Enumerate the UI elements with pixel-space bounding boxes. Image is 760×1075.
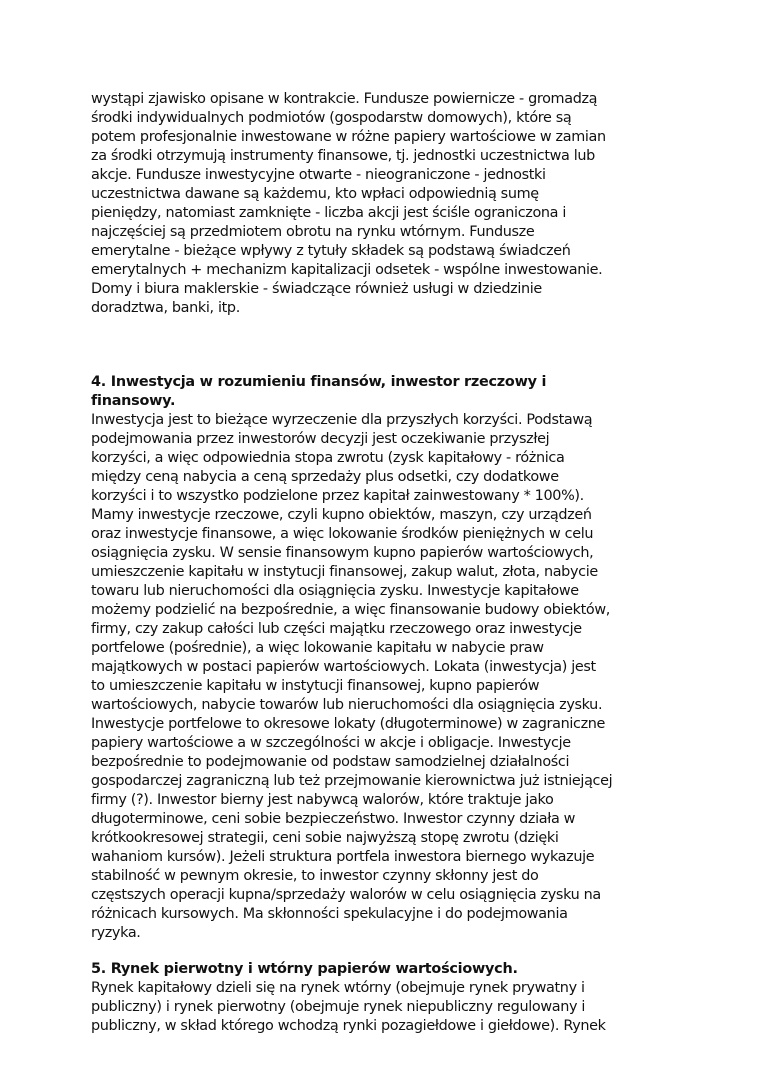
text-line: krótkookresowej strategii, ceni sobie najwyższą stopę zwrotu (dzięki bbox=[91, 830, 559, 846]
text-line: Domy i biura maklerskie - świadczące również usługi w dziedzinie bbox=[91, 281, 542, 297]
text-line: umieszczenie kapitału w instytucji finansowej, zakup walut, złota, nabycie bbox=[91, 564, 598, 580]
text-line: wartościowych, nabycie towarów lub nieruchomości dla osiągnięcia zysku. bbox=[91, 697, 603, 713]
section-4-heading bbox=[91, 373, 671, 411]
text-line: środki indywidualnych podmiotów (gospodarstw domowych), które są bbox=[91, 110, 572, 126]
heading-line: 5. Rynek pierwotny i wtórny papierów wartościowych. bbox=[91, 961, 518, 977]
text-line: majątkowych w postaci papierów wartościowych. Lokata (inwestycja) jest bbox=[91, 659, 596, 675]
text-line: Mamy inwestycje rzeczowe, czyli kupno obiektów, maszyn, czy urządzeń bbox=[91, 507, 592, 523]
text-line: korzyści i to wszystko podzielone przez kapitał zainwestowany * 100%). bbox=[91, 488, 584, 504]
section-5-body bbox=[91, 979, 671, 1036]
text-line: długoterminowe, ceni sobie bezpieczeństwo. Inwestor czynny działa w bbox=[91, 811, 576, 827]
text-line: wystąpi zjawisko opisane w kontrakcie. Fundusze powiernicze - gromadzą bbox=[91, 91, 598, 107]
text-line: różnicach kursowych. Ma skłonności spekulacyjne i do podejmowania bbox=[91, 906, 568, 922]
text-line: Rynek kapitałowy dzieli się na rynek wtórny (obejmuje rynek prywatny i bbox=[91, 980, 585, 996]
text-line: oraz inwestycje finansowe, a więc lokowanie środków pieniężnych w celu bbox=[91, 526, 594, 542]
text-line: częstszych operacji kupna/sprzedaży walorów w celu osiągnięcia zysku na bbox=[91, 887, 601, 903]
document-page bbox=[91, 90, 671, 1036]
text-line: to umieszczenie kapitału w instytucji finansowej, kupno papierów bbox=[91, 678, 540, 694]
text-line: gospodarczej zagraniczną lub też przejmowanie kierownictwa już istniejącej bbox=[91, 773, 613, 789]
intro-paragraph bbox=[91, 90, 671, 318]
text-line: Inwestycje portfelowe to okresowe lokaty (długoterminowe) w zagraniczne bbox=[91, 716, 606, 732]
text-line: firmy (?). Inwestor bierny jest nabywcą walorów, które traktuje jako bbox=[91, 792, 554, 808]
text-line: publiczny, w skład którego wchodzą rynki pozagiełdowe i giełdowe). Rynek bbox=[91, 1018, 606, 1034]
text-line: Inwestycja jest to bieżące wyrzeczenie dla przyszłych korzyści. Podstawą bbox=[91, 412, 593, 428]
text-line: najczęściej są przedmiotem obrotu na rynku wtórnym. Fundusze bbox=[91, 224, 535, 240]
text-line: uczestnictwa dawane są każdemu, kto wpłaci odpowiednią sumę bbox=[91, 186, 539, 202]
text-line: bezpośrednie to podejmowanie od podstaw samodzielnej działalności bbox=[91, 754, 570, 770]
text-line: papiery wartościowe a w szczególności w akcje i obligacje. Inwestycje bbox=[91, 735, 571, 751]
text-line: potem profesjonalnie inwestowane w różne papiery wartościowe w zamian bbox=[91, 129, 606, 145]
text-line: wahaniom kursów). Jeżeli struktura portfela inwestora biernego wykazuje bbox=[91, 849, 595, 865]
text-line: emerytalnych + mechanizm kapitalizacji odsetek - wspólne inwestowanie. bbox=[91, 262, 603, 278]
text-line: towaru lub nieruchomości dla osiągnięcia zysku. Inwestycje kapitałowe bbox=[91, 583, 579, 599]
text-line: za środki otrzymują instrumenty finansowe, tj. jednostki uczestnictwa lub bbox=[91, 148, 595, 164]
text-line: portfelowe (pośrednie), a więc lokowanie kapitału w nabycie praw bbox=[91, 640, 544, 656]
section-5-heading bbox=[91, 960, 671, 979]
text-line: emerytalne - bieżące wpływy z tytuły składek są podstawą świadczeń bbox=[91, 243, 571, 259]
text-line: doradztwa, banki, itp. bbox=[91, 300, 240, 316]
text-line: korzyści, a więc odpowiednia stopa zwrotu (zysk kapitałowy - różnica bbox=[91, 450, 565, 466]
section-4-body bbox=[91, 411, 671, 943]
heading-line: finansowy. bbox=[91, 393, 176, 409]
text-line: między ceną nabycia a ceną sprzedaży plus odsetki, czy dodatkowe bbox=[91, 469, 559, 485]
text-line: firmy, czy zakup całości lub części majątku rzeczowego oraz inwestycje bbox=[91, 621, 582, 637]
text-line: akcje. Fundusze inwestycyjne otwarte - nieograniczone - jednostki bbox=[91, 167, 546, 183]
heading-line: 4. Inwestycja w rozumieniu finansów, inwestor rzeczowy i bbox=[91, 374, 547, 390]
text-line: ryzyka. bbox=[91, 925, 141, 941]
text-line: osiągnięcia zysku. W sensie finansowym kupno papierów wartościowych, bbox=[91, 545, 594, 561]
text-line: stabilność w pewnym okresie, to inwestor czynny skłonny jest do bbox=[91, 868, 539, 884]
text-line: publiczny) i rynek pierwotny (obejmuje rynek niepubliczny regulowany i bbox=[91, 999, 586, 1015]
text-line: możemy podzielić na bezpośrednie, a więc finansowanie budowy obiektów, bbox=[91, 602, 611, 618]
text-line: podejmowania przez inwestorów decyzji jest oczekiwanie przyszłej bbox=[91, 431, 550, 447]
text-line: pieniędzy, natomiast zamknięte - liczba akcji jest ściśle ograniczona i bbox=[91, 205, 567, 221]
